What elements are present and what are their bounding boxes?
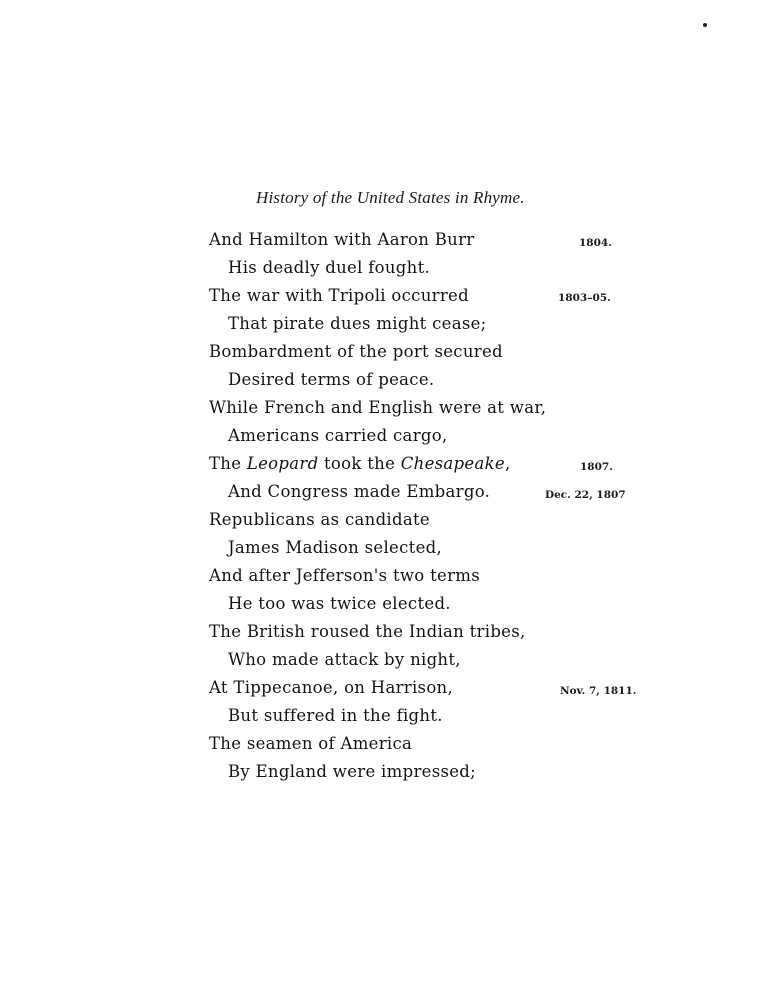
date-note: 1807. xyxy=(580,461,613,473)
poem-line: Who made attack by night, xyxy=(228,650,461,669)
poem-line: The war with Tripoli occurred xyxy=(209,286,469,305)
date-note: Dec. 22, 1807 xyxy=(545,489,626,501)
poem-line: And after Jefferson's two terms xyxy=(209,566,480,585)
date-note: 1803–05. xyxy=(558,292,611,304)
poem-line: While French and English were at war, xyxy=(209,398,547,417)
poem-line: That pirate dues might cease; xyxy=(228,314,487,333)
poem-line: He too was twice elected. xyxy=(228,594,451,613)
poem-line: By England were impressed; xyxy=(228,762,477,781)
poem-line: The British roused the Indian tribes, xyxy=(209,622,526,641)
poem-line: Republicans as candidate xyxy=(209,510,430,529)
poem-text: , xyxy=(504,454,511,473)
poem-line-ships xyxy=(209,454,511,473)
date-note: Nov. 7, 1811. xyxy=(560,685,637,697)
poem-line: Desired terms of peace. xyxy=(228,370,435,389)
poem-line: His deadly duel fought. xyxy=(228,258,431,277)
poem-line: But suffered in the fight. xyxy=(228,706,443,725)
poem-line: And Congress made Embargo. xyxy=(228,482,491,501)
poem-line: James Madison selected, xyxy=(228,538,443,557)
date-note: 1804. xyxy=(579,237,612,249)
poem-text: The xyxy=(209,454,247,473)
ship-name-chesapeake: Chesapeake xyxy=(400,454,505,473)
running-header: History of the United States in Rhyme. xyxy=(256,188,525,207)
poem-line: Bombardment of the port secured xyxy=(209,342,503,361)
poem-line: At Tippecanoe, on Harrison, xyxy=(209,678,454,697)
poem-line: And Hamilton with Aaron Burr xyxy=(209,230,475,249)
poem-line: The seamen of America xyxy=(209,734,413,753)
ship-name-leopard: Leopard xyxy=(246,454,319,473)
poem-text: took the xyxy=(318,454,401,473)
poem-line: Americans carried cargo, xyxy=(228,426,448,445)
